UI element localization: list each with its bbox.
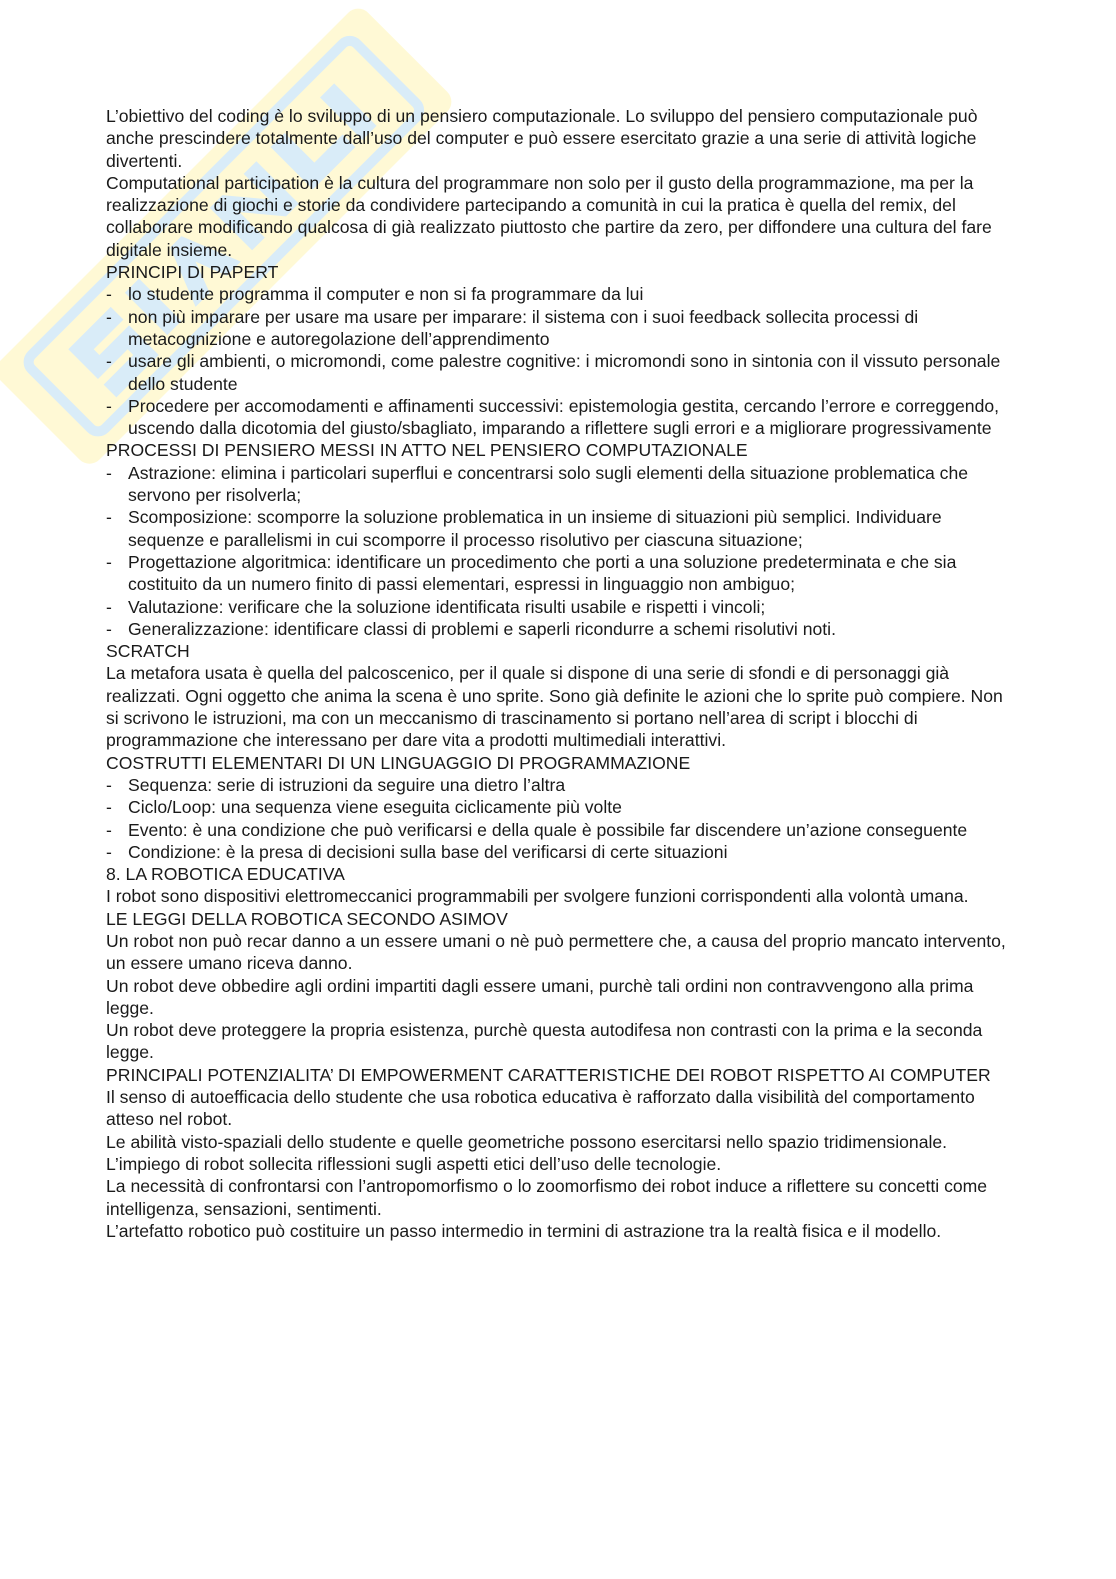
list-item: - Scomposizione: scomporre la soluzione problematica in un insieme di situazioni più semplici. Individuare sequenze e parallelismi in cui scomporre il processo risolutivo per ciascuna situazione; [106,506,1011,551]
paragraph-empowerment-4: La necessità di confrontarsi con l’antropomorfismo o lo zoomorfismo dei robot induce a riflettere su concetti come intelligenza, sensazioni, sentimenti. [106,1176,988,1219]
paragraph-asimov-law-2: Un robot deve obbedire agli ordini impartiti dagli essere umani, purchè tali ordini non contravvengono alla prima legge. [106,975,974,1018]
list-thought-processes [106,462,1011,640]
paragraph-coding-intro: L’obiettivo del coding è lo sviluppo di un pensiero computazionale. Lo sviluppo del pensiero computazionale può anche prescindere totalmente dall’uso del computer e può essere esercitato grazie a una serie di attività logiche divertenti. [106,106,978,171]
paragraph-asimov-law-3: Un robot deve proteggere la propria esistenza, purchè questa autodifesa non contrasti con la prima e la seconda legge. [106,1020,983,1063]
paragraph-empowerment-3: L’impiego di robot sollecita riflessioni sugli aspetti etici dell’uso delle tecnologie. [106,1153,722,1174]
paragraph-scratch: La metafora usata è quella del palcoscenico, per il quale si dispone di una serie di sfondi e di personaggi già realizzati. Ogni oggetto che anima la scena è uno sprite. Sono già definite le azioni che lo sprite può compiere. Non si scrivono le istruzioni, ma con un meccanismo di trascinamento si portano nell’area di script i blocchi di programmazione che interessano per dare vita a prodotti multimediali interattivi. [106,663,1003,751]
heading-asimov-laws: LE LEGGI DELLA ROBOTICA SECONDO ASIMOV [106,908,508,929]
list-item: - Generalizzazione: identificare classi di problemi e saperli ricondurre a schemi risolutivi noti. [106,618,1011,640]
list-item: - Condizione: è la presa di decisioni sulla base del verificarsi di certe situazioni [106,841,1011,863]
paragraph-empowerment-1: Il senso di autoefficacia dello studente che usa robotica educativa è rafforzato dalla visibilità del comportamento atteso nel robot. [106,1087,975,1130]
paragraph-empowerment-5: L’artefatto robotico può costituire un passo intermedio in termini di astrazione tra la realtà fisica e il modello. [106,1220,942,1241]
list-item: - Evento: è una condizione che può verificarsi e della quale è possibile far discendere un’azione conseguente [106,819,1011,841]
paragraph-computational-participation: Computational participation è la cultura del programmare non solo per il gusto della programmazione, ma per la realizzazione di giochi e storie da condividere partecipando a comunità in cui la pratica è quella del remix, del collaborare modificando qualcosa di già realizzato piuttosto che partire da zero, per diffondere una cultura del fare digitale insieme. [106,172,992,260]
heading-thought-processes: PROCESSI DI PENSIERO MESSI IN ATTO NEL PENSIERO COMPUTAZIONALE [106,440,748,461]
paragraph-asimov-law-1: Un robot non può recar danno a un essere umani o nè può permettere che, a causa del proprio mancato intervento, un essere umano riceva danno. [106,930,1006,974]
list-item: - Sequenza: serie di istruzioni da seguire una dietro l’altra [106,774,1011,796]
list-item: - Procedere per accomodamenti e affinamenti successivi: epistemologia gestita, cercando l’errore e correggendo, uscendo dalla dicotomia del giusto/sbagliato, imparando a riflettere sugli errori e a migliorare progressivamente [106,395,1011,440]
heading-papert: PRINCIPI DI PAPERT [106,262,279,283]
list-item: - Ciclo/Loop: una sequenza viene eseguita ciclicamente più volte [106,796,1011,818]
list-item: - non più imparare per usare ma usare per imparare: il sistema con i suoi feedback sollecita processi di metacognizione e autoregolazione dell’apprendimento [106,306,1011,351]
heading-scratch: SCRATCH [106,641,190,662]
list-item: - Astrazione: elimina i particolari superflui e concentrarsi solo sugli elementi della situazione problematica che servono per risolverla; [106,462,1011,507]
paragraph-empowerment-2: Le abilità visto-spaziali dello studente e quelle geometriche possono esercitarsi nello spazio tridimensionale. [106,1131,948,1152]
paragraph-robot-definition: I robot sono dispositivi elettromeccanici programmabili per svolgere funzioni corrispondenti alla volontà umana. [106,886,969,907]
list-programming-constructs [106,774,1011,863]
heading-robotica-educativa: 8. LA ROBOTICA EDUCATIVA [106,864,345,885]
heading-programming-constructs: COSTRUTTI ELEMENTARI DI UN LINGUAGGIO DI PROGRAMMAZIONE [106,752,691,773]
list-item: - lo studente programma il computer e non si fa programmare da lui [106,283,1011,305]
heading-empowerment: PRINCIPALI POTENZIALITA’ DI EMPOWERMENT CARATTERISTICHE DEI ROBOT RISPETTO AI COMPUTER [106,1064,991,1085]
document-body [106,105,1011,1242]
list-item: - Valutazione: verificare che la soluzione identificata risulti usabile e rispetti i vincoli; [106,596,1011,618]
list-item: - usare gli ambienti, o micromondi, come palestre cognitive: i micromondi sono in sintonia con il vissuto personale dello studente [106,350,1011,395]
list-item: - Progettazione algoritmica: identificare un procedimento che porti a una soluzione predeterminata e che sia costituito da un numero finito di passi elementari, espressi in linguaggio non ambiguo; [106,551,1011,596]
list-papert-principles [106,283,1011,439]
